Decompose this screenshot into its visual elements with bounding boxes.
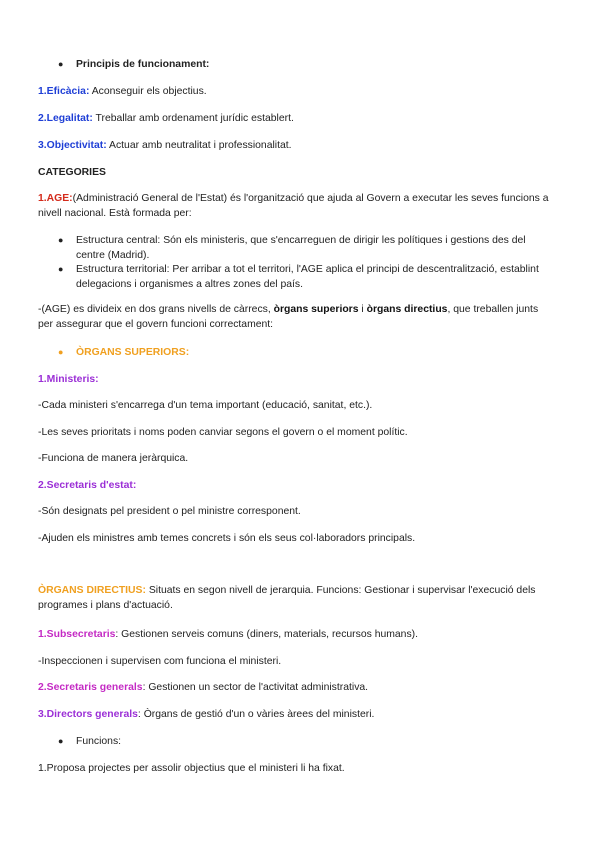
secretaris-heading: 2.Secretaris d'estat:	[38, 480, 137, 491]
directius-label: ÒRGANS DIRECTIUS:	[38, 585, 146, 596]
secretaris-generals-label: 2.Secretaris generals	[38, 682, 143, 693]
ministeris-line: -Cada ministeri s'encarrega d'un tema important (educació, sanitat, etc.).	[38, 400, 373, 411]
subsecretaris-line	[38, 627, 556, 642]
directors-generals-line	[38, 707, 556, 722]
principi-text: Actuar amb neutralitat i professionalitat.	[106, 140, 292, 151]
subsecretaris-label: 1.Subsecretaris	[38, 629, 116, 640]
age-divisio-post: , que treballen junts per assegurar que el govern funcioni correctament:	[38, 304, 539, 330]
subsecretaris-line2: -Inspeccionen i supervisen com funciona el ministeri.	[38, 656, 282, 667]
bullet-dot-icon: ●	[58, 235, 64, 245]
age-divisio-superiors: òrgans superiors	[273, 304, 359, 315]
principi-legalitat	[38, 111, 556, 126]
estructura-territorial-item	[60, 262, 556, 292]
funcions-label: Funcions:	[76, 736, 122, 747]
bullet-dot-icon: ●	[58, 347, 64, 357]
directius-text: Situats en segon nivell de jerarquia. Funcions: Gestionar i supervisar l'execució dels programes i plans d'actuació.	[38, 585, 536, 611]
superiors-heading: ÒRGANS SUPERIORS:	[76, 347, 190, 358]
directors-generals-text: : Òrgans de gestió d'un o vàries àrees del ministeri.	[137, 709, 375, 720]
subsecretaris-text: : Gestionen serveis comuns (diners, materials, recursos humans).	[115, 629, 419, 640]
principi-text: Aconseguir els objectius.	[89, 86, 207, 97]
estructura-central-item	[60, 233, 556, 263]
principi-label: 2.Legalitat:	[38, 113, 93, 124]
superiors-bullet	[60, 345, 556, 360]
bullet-dot-icon: ●	[58, 736, 64, 746]
secretaris-generals-text: : Gestionen un sector de l'activitat administrativa.	[142, 682, 369, 693]
age-divisio-mid: i	[358, 304, 367, 315]
principis-heading: Principis de funcionament:	[76, 59, 210, 70]
age-text: (Administració General de l'Estat) és l'organització que ajuda al Govern a executar les seves funcions a nivell nacional. Està formada per:	[38, 193, 549, 219]
principi-label: 3.Objectivitat:	[38, 140, 107, 151]
bullet-dot-icon: ●	[58, 59, 64, 69]
principi-label: 1.Eficàcia:	[38, 86, 90, 97]
age-divisio-pre: -(AGE) es divideix en dos grans nivells de càrrecs,	[38, 304, 274, 315]
principis-bullet	[60, 57, 556, 72]
categories-heading: CATEGORIES	[38, 167, 106, 178]
principi-eficacia	[38, 84, 556, 99]
secretaris-generals-line	[38, 680, 556, 695]
funcions-bullet	[60, 734, 556, 749]
ministeris-line: -Funciona de manera jeràrquica.	[38, 453, 189, 464]
secretaris-line: -Ajuden els ministres amb temes concrets i són els seus col·laboradors principals.	[38, 533, 416, 544]
secretaris-line: -Són designats pel president o pel ministre corresponent.	[38, 506, 301, 517]
age-divisio-directius: òrgans directius	[366, 304, 448, 315]
ministeris-line: -Les seves prioritats i noms poden canviar segons el govern o el moment polític.	[38, 427, 408, 438]
principi-objectivitat	[38, 138, 556, 153]
directius-paragraph	[38, 583, 556, 613]
ministeris-heading: 1.Ministeris:	[38, 374, 99, 385]
funcio-item: 1.Proposa projectes per assolir objectius que el ministeri li ha fixat.	[38, 763, 345, 774]
age-paragraph	[38, 191, 556, 221]
age-label: 1.AGE:	[38, 193, 73, 204]
bullet-dot-icon: ●	[58, 264, 64, 274]
principi-text: Treballar amb ordenament jurídic establert.	[92, 113, 294, 124]
directors-generals-label: 3.Directors generals	[38, 709, 138, 720]
age-divisio-paragraph	[38, 302, 556, 332]
estructura-territorial-text: Estructura territorial: Per arribar a tot el territori, l'AGE aplica el principi de descentralització, establint delegacions i organismes a altres zones del país.	[76, 264, 539, 290]
estructura-central-text: Estructura central: Són els ministeris, que s'encarreguen de dirigir les polítiques i gestions des del centre (Madrid).	[76, 235, 526, 261]
